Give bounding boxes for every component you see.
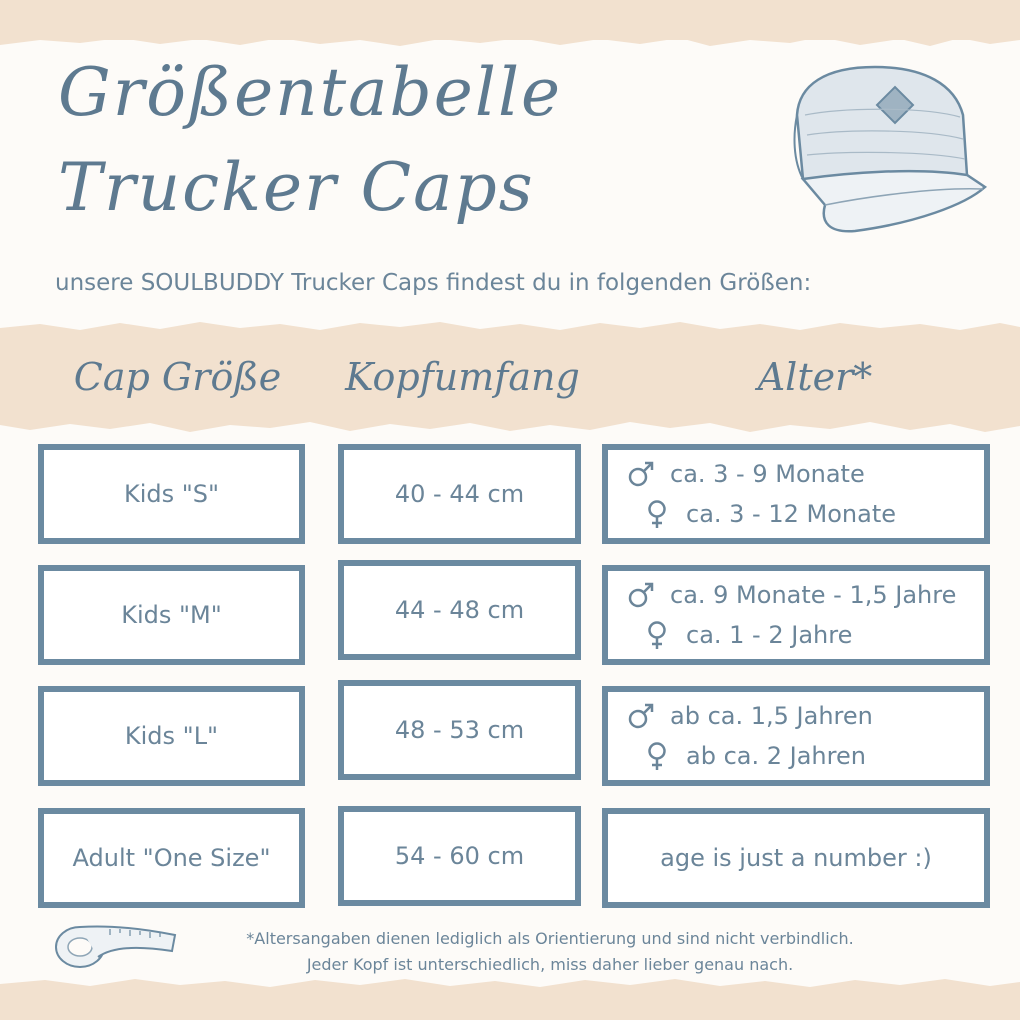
age-cell-2 <box>602 565 990 665</box>
age-male: ab ca. 1,5 Jahren <box>670 702 873 730</box>
column-header-size: Cap Größe <box>73 355 282 399</box>
age-line-male <box>626 454 865 494</box>
age-note: age is just a number :) <box>660 844 932 872</box>
age-male: ca. 9 Monate - 1,5 Jahre <box>670 581 957 609</box>
size-label: Adult "One Size" <box>72 844 271 872</box>
age-line-male <box>626 696 873 736</box>
paper-strip-bottom <box>0 990 1020 1020</box>
age-female: ca. 1 - 2 Jahre <box>686 621 853 649</box>
age-cell-3 <box>602 686 990 786</box>
head-circumference: 48 - 53 cm <box>394 716 525 744</box>
size-label: Kids "S" <box>123 480 220 508</box>
head-circumference: 40 - 44 cm <box>394 480 525 508</box>
subtitle: unsere SOULBUDDY Trucker Caps findest du in folgenden Größen: <box>55 270 812 296</box>
page-title-line-2: Trucker Caps <box>58 149 535 226</box>
age-line-female <box>626 615 852 655</box>
head-circumference: 54 - 60 cm <box>394 842 525 870</box>
female-symbol-icon <box>642 741 672 771</box>
male-symbol-icon <box>626 580 656 610</box>
age-cell-4 <box>602 808 990 908</box>
age-line-female <box>626 494 896 534</box>
page-title-line-1: Größentabelle <box>58 54 563 131</box>
age-female: ca. 3 - 12 Monate <box>686 500 896 528</box>
head-cell-3 <box>338 680 581 780</box>
size-label: Kids "M" <box>121 601 222 629</box>
age-cell-1 <box>602 444 990 544</box>
male-symbol-icon <box>626 701 656 731</box>
size-cell-3 <box>38 686 305 786</box>
footnote-line-2: Jeder Kopf ist unterschiedlich, miss daher lieber genau nach. <box>306 955 794 974</box>
column-header-age: Alter* <box>757 355 873 399</box>
size-cell-1 <box>38 444 305 544</box>
age-female: ab ca. 2 Jahren <box>686 742 866 770</box>
footnote-line-1: *Altersangaben dienen lediglich als Orientierung und sind nicht verbindlich. <box>246 929 854 948</box>
female-symbol-icon <box>642 620 672 650</box>
female-symbol-icon <box>642 499 672 529</box>
trucker-cap-illustration <box>785 55 990 245</box>
head-cell-4 <box>338 806 581 906</box>
size-cell-2 <box>38 565 305 665</box>
age-line-female <box>626 736 866 776</box>
size-label: Kids "L" <box>124 722 219 750</box>
head-circumference: 44 - 48 cm <box>394 596 525 624</box>
column-header-head: Kopfumfang <box>345 355 580 399</box>
size-cell-4 <box>38 808 305 908</box>
age-line-male <box>626 575 956 615</box>
head-cell-1 <box>338 444 581 544</box>
paper-strip-top <box>0 0 1020 40</box>
head-cell-2 <box>338 560 581 660</box>
age-male: ca. 3 - 9 Monate <box>670 460 865 488</box>
male-symbol-icon <box>626 459 656 489</box>
